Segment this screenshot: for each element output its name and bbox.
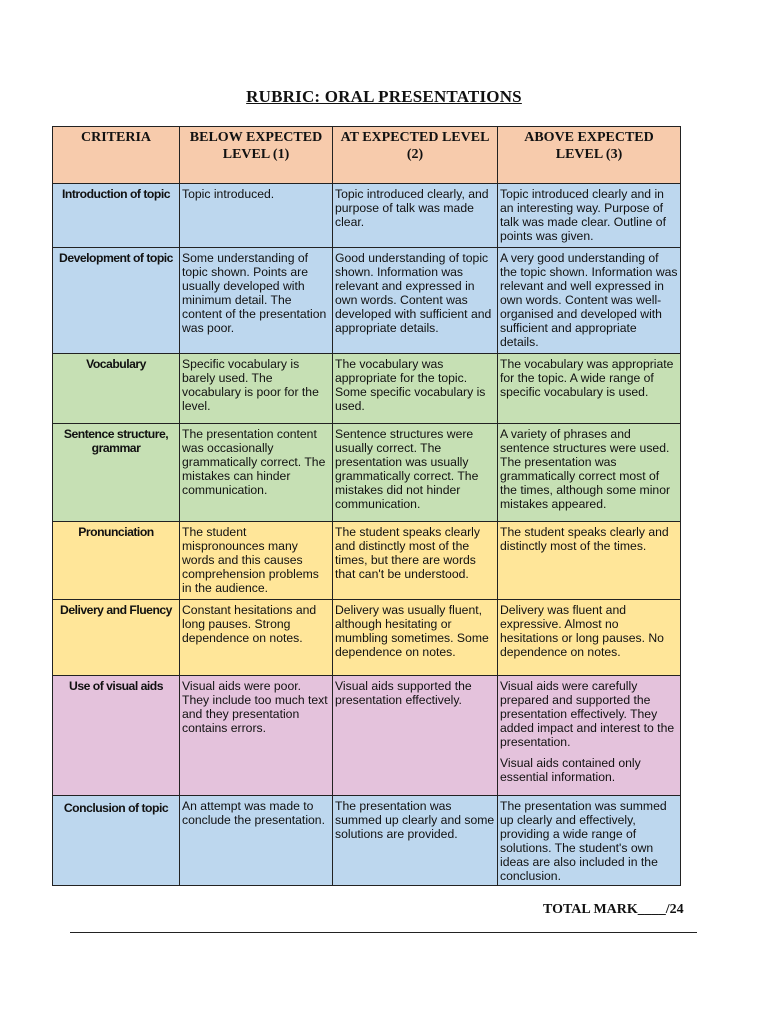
cell-introduction-at: Topic introduced clearly, and purpose of talk was made clear.	[333, 184, 498, 248]
visual-aids-above-text: Visual aids were carefully prepared and supported the presentation effectively. They added impact and interest to the presentation.	[500, 679, 675, 749]
cell-introduction-below: Topic introduced.	[180, 184, 333, 248]
cell-development-below: Some understanding of topic shown. Points are usually developed with minimum detail. The content of the presentation was poor.	[180, 248, 333, 354]
criterion-visual-aids: Use of visual aids	[53, 676, 180, 796]
row-development	[53, 248, 681, 354]
cell-development-at: Good understanding of topic shown. Information was relevant and expressed in own words. Content was developed with sufficient and appropriate details.	[333, 248, 498, 354]
cell-vocabulary-at: The vocabulary was appropriate for the topic. Some specific vocabulary is used.	[333, 354, 498, 424]
header-below-expected: BELOW EXPECTED LEVEL (1)	[180, 127, 333, 184]
cell-visual-aids-below: Visual aids were poor. They include too much text and they presentation contains errors.	[180, 676, 333, 796]
cell-vocabulary-below: Specific vocabulary is barely used. The vocabulary is poor for the level.	[180, 354, 333, 424]
header-at-expected: AT EXPECTED LEVEL (2)	[333, 127, 498, 184]
cell-sentence-structure-below: The presentation content was occasionally grammatically correct. The mistakes can hinder communication.	[180, 424, 333, 522]
footer-rule	[70, 932, 697, 933]
cell-sentence-structure-above: A variety of phrases and sentence structures were used. The presentation was grammatically correct most of the times, although some minor mistakes appeared.	[498, 424, 681, 522]
cell-conclusion-at: The presentation was summed up clearly and some solutions are provided.	[333, 796, 498, 886]
row-sentence-structure	[53, 424, 681, 522]
cell-vocabulary-above: The vocabulary was appropriate for the topic. A wide range of specific vocabulary is used.	[498, 354, 681, 424]
cell-development-above: A very good understanding of the topic shown. Information was relevant and well expressed in own words. Content was well-organised and developed with sufficient and appropriate details.	[498, 248, 681, 354]
visual-aids-above-extra-text: Visual aids contained only essential information.	[500, 756, 641, 784]
rubric-table	[52, 126, 681, 886]
criterion-introduction: Introduction of topic	[53, 184, 180, 248]
criterion-sentence-structure: Sentence structure, grammar	[53, 424, 180, 522]
header-criteria: CRITERIA	[53, 127, 180, 184]
cell-visual-aids-at: Visual aids supported the presentation effectively.	[333, 676, 498, 796]
criterion-vocabulary: Vocabulary	[53, 354, 180, 424]
total-mark: TOTAL MARK____/24	[543, 902, 684, 917]
cell-pronunciation-above: The student speaks clearly and distinctly most of the times.	[498, 522, 681, 600]
row-delivery	[53, 600, 681, 676]
page-title: RUBRIC: ORAL PRESENTATIONS	[246, 87, 522, 106]
header-row	[53, 127, 681, 184]
cell-pronunciation-at: The student speaks clearly and distinctly most of the times, but there are words that can't be understood.	[333, 522, 498, 600]
criterion-development: Development of topic	[53, 248, 180, 354]
criterion-pronunciation: Pronunciation	[53, 522, 180, 600]
cell-conclusion-below: An attempt was made to conclude the presentation.	[180, 796, 333, 886]
criterion-delivery: Delivery and Fluency	[53, 600, 180, 676]
cell-delivery-at: Delivery was usually fluent, although hesitating or mumbling sometimes. Some dependence on notes.	[333, 600, 498, 676]
criterion-conclusion: Conclusion of topic	[53, 796, 180, 886]
row-vocabulary	[53, 354, 681, 424]
cell-conclusion-above: The presentation was summed up clearly and effectively, providing a wide range of solutions. The student's own ideas are also included in the conclusion.	[498, 796, 681, 886]
cell-sentence-structure-at: Sentence structures were usually correct. The presentation was usually grammatically correct. The mistakes did not hinder communication.	[333, 424, 498, 522]
cell-pronunciation-below: The student mispronounces many words and this causes comprehension problems in the audience.	[180, 522, 333, 600]
cell-visual-aids-above	[498, 676, 681, 796]
row-visual-aids	[53, 676, 681, 796]
cell-introduction-above: Topic introduced clearly and in an interesting way. Purpose of talk was made clear. Outline of points was given.	[498, 184, 681, 248]
row-conclusion	[53, 796, 681, 886]
header-above-expected: ABOVE EXPECTED LEVEL (3)	[498, 127, 681, 184]
cell-delivery-above: Delivery was fluent and expressive. Almost no hesitations or long pauses. No dependence on notes.	[498, 600, 681, 676]
row-introduction	[53, 184, 681, 248]
row-pronunciation	[53, 522, 681, 600]
cell-delivery-below: Constant hesitations and long pauses. Strong dependence on notes.	[180, 600, 333, 676]
